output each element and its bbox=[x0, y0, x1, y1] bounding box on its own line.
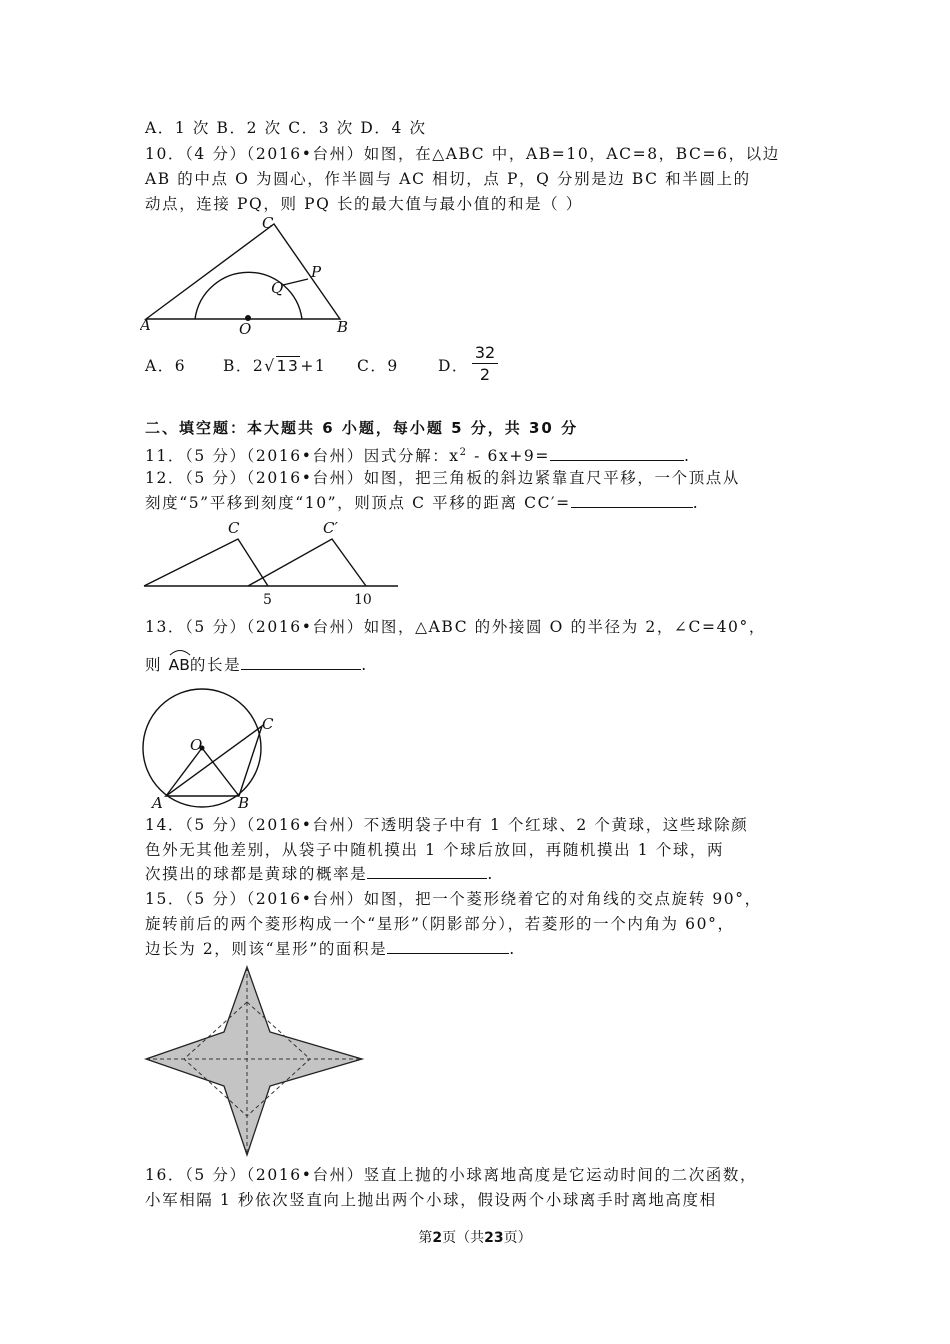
q12-label-c-prime: C′ bbox=[323, 519, 338, 537]
q13-arc-ab bbox=[169, 655, 190, 675]
q11-text: 11．（5 分）（2016•台州）因式分解：x bbox=[145, 447, 460, 466]
q14-line2: 色外无其他差别，从袋子中随机摸出 1 个球后放回，再随机摸出 1 个球，两 bbox=[145, 841, 725, 859]
sqrt-sign-icon: √ bbox=[264, 357, 276, 375]
q13-arc-label: AB bbox=[168, 656, 190, 674]
q10-option-d: D． bbox=[438, 357, 469, 375]
q13-line2-prefix: 则 bbox=[145, 656, 163, 674]
q10-option-b bbox=[223, 354, 326, 376]
q10-option-c: C．9 bbox=[357, 357, 399, 375]
q15-line3-wrap bbox=[145, 939, 516, 959]
q10-option-d-denominator: 2 bbox=[479, 365, 491, 384]
q10-line2: AB 的中点 O 为圆心，作半圆与 AC 相切，点 P，Q 分别是边 BC 和半圆上的 bbox=[145, 170, 751, 188]
q11-answer-blank[interactable] bbox=[550, 446, 684, 461]
q13-label-b: B bbox=[238, 794, 250, 812]
page-footer bbox=[0, 1227, 950, 1247]
q10-label-q: Q bbox=[271, 279, 284, 297]
q10-label-b: B bbox=[337, 318, 349, 336]
q10-option-d-numerator: 32 bbox=[474, 343, 496, 362]
q14-line1: 14．（5 分）（2016•台州）不透明袋子中有 1 个红球、2 个黄球，这些球除颜 bbox=[145, 816, 749, 834]
q13-answer-blank[interactable] bbox=[241, 655, 361, 670]
q10-option-b-suffix: +1 bbox=[300, 357, 327, 375]
q10-line3: 动点，连接 PQ，则 PQ 长的最大值与最小值的和是（ ） bbox=[145, 195, 583, 213]
q13-line2-suffix: 的长是 bbox=[189, 656, 242, 674]
q13-figure bbox=[138, 686, 283, 812]
footer-page-number: 2 bbox=[432, 1230, 443, 1246]
footer-total-pages: 23 bbox=[484, 1230, 504, 1246]
q12-end: . bbox=[692, 494, 700, 512]
q11-end: . bbox=[683, 447, 691, 466]
q12-label-5: 5 bbox=[263, 592, 272, 608]
footer-suffix: 页） bbox=[503, 1230, 532, 1246]
q10-line1: 10．（4 分）（2016•台州）如图，在△ABC 中，AB=10，AC=8，BC=6，以边 bbox=[145, 145, 780, 163]
q9-options: A．1 次 B．2 次 C．3 次 D．4 次 bbox=[145, 119, 427, 137]
q13-label-a: A bbox=[152, 794, 163, 812]
section2-title: 二、填空题：本大题共 6 小题，每小题 5 分，共 30 分 bbox=[145, 419, 579, 437]
q10-option-b-radicand: 13 bbox=[276, 357, 300, 375]
q15-line3: 边长为 2，则该“星形”的面积是 bbox=[145, 940, 388, 958]
q15-line2: 旋转前后的两个菱形构成一个“星形”（阴影部分），若菱形的一个内角为 60°， bbox=[145, 915, 735, 933]
q11-rest: - 6x+9= bbox=[467, 447, 550, 466]
q16-line1: 16．（5 分）（2016•台州）竖直上抛的小球离地高度是它运动时间的二次函数， bbox=[145, 1166, 758, 1184]
q13-end: . bbox=[361, 656, 368, 674]
q12-label-c: C bbox=[228, 519, 240, 537]
arc-symbol-icon bbox=[169, 648, 191, 656]
q10-figure bbox=[140, 214, 370, 339]
q15-end: . bbox=[509, 940, 516, 958]
q12-figure bbox=[140, 515, 402, 610]
q14-line3-wrap bbox=[145, 864, 494, 884]
q14-line3: 次摸出的球都是黄球的概率是 bbox=[145, 865, 368, 883]
q10-label-p: P bbox=[311, 263, 322, 281]
q13-label-o: O bbox=[190, 736, 203, 754]
q12-answer-blank[interactable] bbox=[571, 493, 693, 508]
q13-line1: 13．（5 分）（2016•台州）如图，△ABC 的外接圆 O 的半径为 2，∠C=40°， bbox=[145, 618, 766, 636]
q10-option-a: A．6 bbox=[145, 357, 187, 375]
q12-line1: 12．（5 分）（2016•台州）如图，把三角板的斜边紧靠直尺平移，一个顶点从 bbox=[145, 469, 741, 487]
q10-option-b-prefix: B．2 bbox=[223, 357, 265, 375]
q10-label-o: O bbox=[239, 320, 252, 338]
q10-label-c: C bbox=[262, 214, 274, 232]
q13-line2-wrap bbox=[145, 655, 368, 675]
q12-line2-wrap bbox=[145, 493, 699, 513]
q10-label-a: A bbox=[140, 316, 151, 334]
q15-star-figure bbox=[140, 962, 370, 1162]
q12-line2: 刻度“5”平移到刻度“10”，则顶点 C 平移的距离 CC′= bbox=[145, 494, 571, 512]
footer-prefix: 第 bbox=[418, 1230, 433, 1246]
q12-label-10: 10 bbox=[354, 592, 372, 608]
q11-superscript: 2 bbox=[459, 447, 468, 458]
q14-answer-blank[interactable] bbox=[367, 864, 487, 879]
q13-label-c: C bbox=[262, 715, 274, 733]
q14-end: . bbox=[487, 865, 494, 883]
q15-answer-blank[interactable] bbox=[387, 939, 509, 954]
footer-middle: 页（共 bbox=[442, 1230, 485, 1246]
q15-line1: 15．（5 分）（2016•台州）如图，把一个菱形绕着它的对角线的交点旋转 90°， bbox=[145, 890, 762, 908]
q10-option-d-fraction bbox=[470, 343, 500, 384]
q16-line2: 小军相隔 1 秒依次竖直向上抛出两个小球，假设两个小球离手时离地高度相 bbox=[145, 1191, 717, 1209]
q11-line bbox=[145, 443, 691, 466]
